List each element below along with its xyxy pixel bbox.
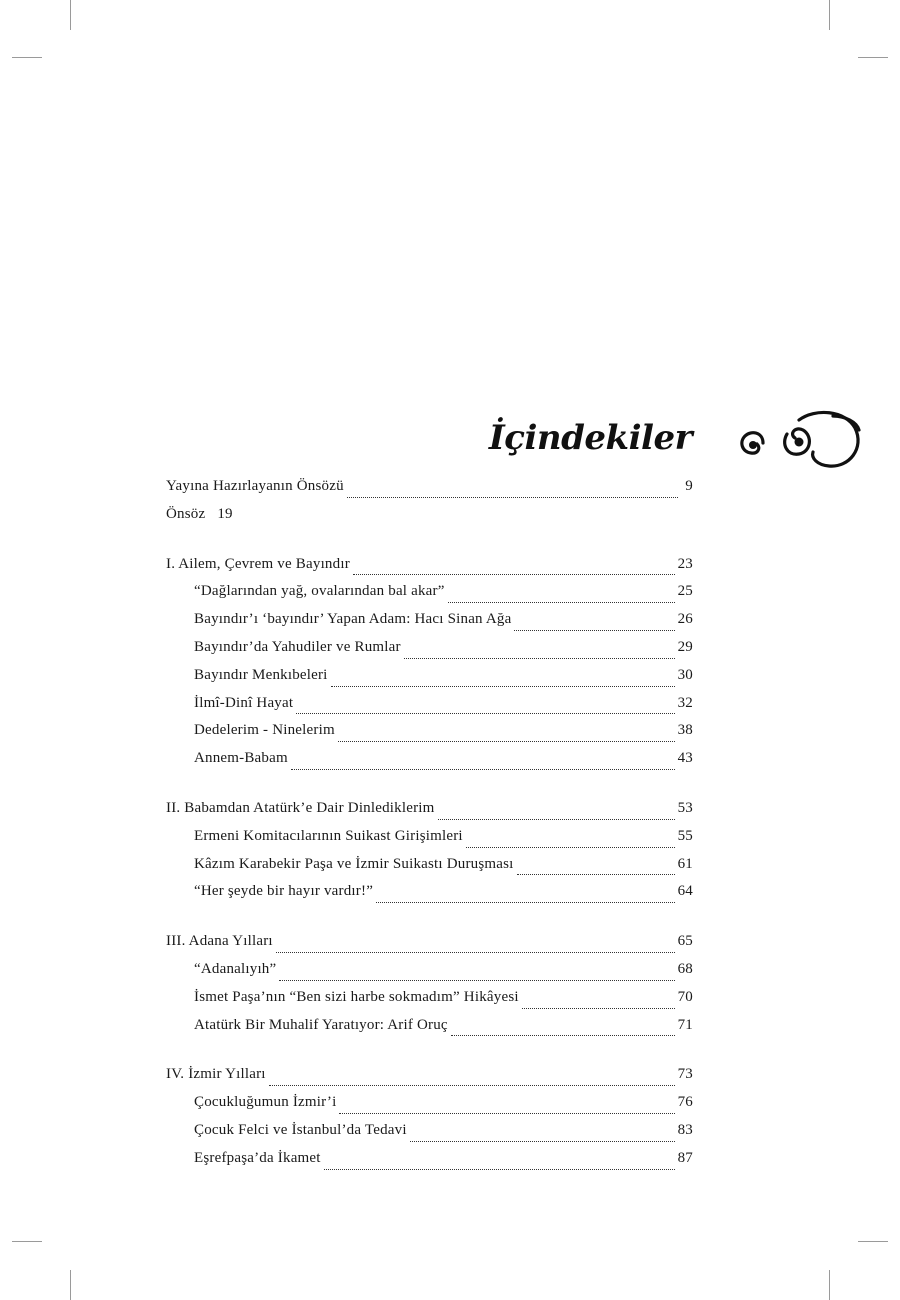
crop-mark [70, 0, 71, 30]
toc-entry-label: Yayına Hazırlayanın Önsözü [166, 478, 344, 494]
toc-entry-label: Çocuk Felci ve İstanbul’da Tedavi [194, 1121, 407, 1138]
toc-entry-label: Önsöz [166, 505, 206, 522]
toc-entry [166, 750, 693, 778]
crop-mark [858, 1241, 888, 1242]
toc-entry [166, 478, 693, 506]
dot-leader [448, 602, 675, 603]
toc-entry-page: 32 [677, 694, 693, 711]
toc-entry-page: 83 [677, 1121, 693, 1138]
toc-entry [166, 989, 693, 1017]
toc-entry-label: IV. İzmir Yılları [166, 1066, 266, 1083]
page-title: İçindekiler [488, 418, 692, 458]
toc-entry-page: 29 [677, 638, 693, 655]
toc-entry [166, 583, 693, 611]
toc-chapter [166, 933, 693, 961]
toc-entry-label: “Adanalıyıh” [194, 960, 277, 977]
toc-entry-label: Bayındır Menkıbeleri [194, 666, 328, 683]
toc-entry-label: “Dağlarından yağ, ovalarından bal akar” [194, 583, 445, 600]
dot-leader [514, 630, 674, 631]
toc-entry-page: 55 [677, 827, 693, 844]
toc-entry [166, 506, 693, 534]
toc-entry-page: 65 [677, 933, 693, 950]
toc-entry-page: 87 [677, 1149, 693, 1166]
toc-entry-label: “Her şeyde bir hayır vardır!” [194, 883, 374, 900]
toc-entry-page: 23 [677, 555, 693, 572]
toc-entry-page: 64 [677, 883, 693, 900]
toc-entry-label: Ermeni Komitacılarının Suikast Girişimleri [194, 827, 463, 844]
toc-entry-label: II. Babamdan Atatürk’e Dair Dinlediklerim [166, 799, 435, 816]
toc-entry-page: 53 [677, 799, 693, 816]
toc-entry-page: 43 [677, 750, 693, 767]
toc-entry-page: 71 [677, 1016, 693, 1033]
dot-leader [410, 1141, 675, 1142]
dot-leader [404, 658, 675, 659]
toc-chapter [166, 556, 693, 584]
dot-leader [296, 713, 674, 714]
dot-leader [291, 769, 675, 770]
dot-leader [353, 574, 675, 575]
toc-entry-label: Atatürk Bir Muhalif Yaratıyor: Arif Oruç [194, 1016, 448, 1033]
crop-mark [70, 1270, 71, 1300]
toc-entry-page: 9 [685, 478, 693, 494]
toc-entry-label: Bayındır’da Yahudiler ve Rumlar [194, 638, 401, 655]
toc-entry [166, 1017, 693, 1045]
toc-entry-page: 30 [677, 666, 693, 683]
toc-entry-label: Dedelerim - Ninelerim [194, 722, 335, 739]
crop-mark [829, 0, 830, 30]
dot-leader [338, 741, 675, 742]
toc-entry [166, 856, 693, 884]
toc-entry [166, 883, 693, 911]
dot-leader [522, 1008, 675, 1009]
toc-entry [166, 1122, 693, 1150]
toc-chapter [166, 800, 693, 828]
toc-entry [166, 722, 693, 750]
toc-entry-page: 70 [677, 988, 693, 1005]
crop-mark [858, 57, 888, 58]
dot-leader [331, 686, 675, 687]
dot-leader [438, 819, 675, 820]
toc-entry-label: Eşrefpaşa’da İkamet [194, 1149, 321, 1166]
toc-entry [166, 961, 693, 989]
toc-entry-page: 76 [677, 1094, 693, 1111]
toc-entry-page: 68 [677, 960, 693, 977]
crop-mark [12, 57, 42, 58]
toc-entry-label: Çocukluğumun İzmir’i [194, 1094, 337, 1111]
toc-entry [166, 667, 693, 695]
crop-mark [829, 1270, 830, 1300]
dot-leader [324, 1169, 675, 1170]
toc-entry-label: İsmet Paşa’nın “Ben sizi harbe sokmadım” Hikâyesi [194, 988, 519, 1005]
toc-entry-label: I. Ailem, Çevrem ve Bayındır [166, 555, 350, 572]
toc-entry-page: 73 [677, 1066, 693, 1083]
dot-leader [451, 1035, 675, 1036]
toc-entry-label: Annem-Babam [194, 750, 288, 767]
dot-leader [339, 1113, 674, 1114]
crop-mark [12, 1241, 42, 1242]
toc-entry-label: III. Adana Yılları [166, 933, 273, 950]
dot-leader [376, 902, 675, 903]
toc-entry-page: 26 [677, 611, 693, 628]
toc-entry [166, 828, 693, 856]
table-of-contents [166, 478, 693, 1178]
toc-entry [166, 611, 693, 639]
dot-leader [466, 847, 675, 848]
dot-leader [279, 980, 674, 981]
toc-entry-label: Bayındır’ı ‘bayındır’ Yapan Adam: Hacı Sinan Ağa [194, 611, 512, 628]
toc-entry-page: 38 [677, 722, 693, 739]
toc-entry [166, 1150, 693, 1178]
toc-chapter [166, 1066, 693, 1094]
toc-entry [166, 639, 693, 667]
dot-leader [269, 1085, 675, 1086]
toc-entry-label: İlmî-Dinî Hayat [194, 694, 294, 711]
dot-leader [276, 952, 675, 953]
toc-entry-label: Kâzım Karabekir Paşa ve İzmir Suikastı Duruşması [194, 855, 514, 872]
scroll-swirl-ornament-icon [733, 408, 863, 478]
dot-leader [347, 497, 678, 498]
toc-entry [166, 1094, 693, 1122]
toc-entry-page: 19 [217, 505, 233, 522]
toc-entry [166, 695, 693, 723]
toc-entry-page: 25 [677, 583, 693, 600]
dot-leader [517, 874, 675, 875]
toc-entry-page: 61 [677, 855, 693, 872]
